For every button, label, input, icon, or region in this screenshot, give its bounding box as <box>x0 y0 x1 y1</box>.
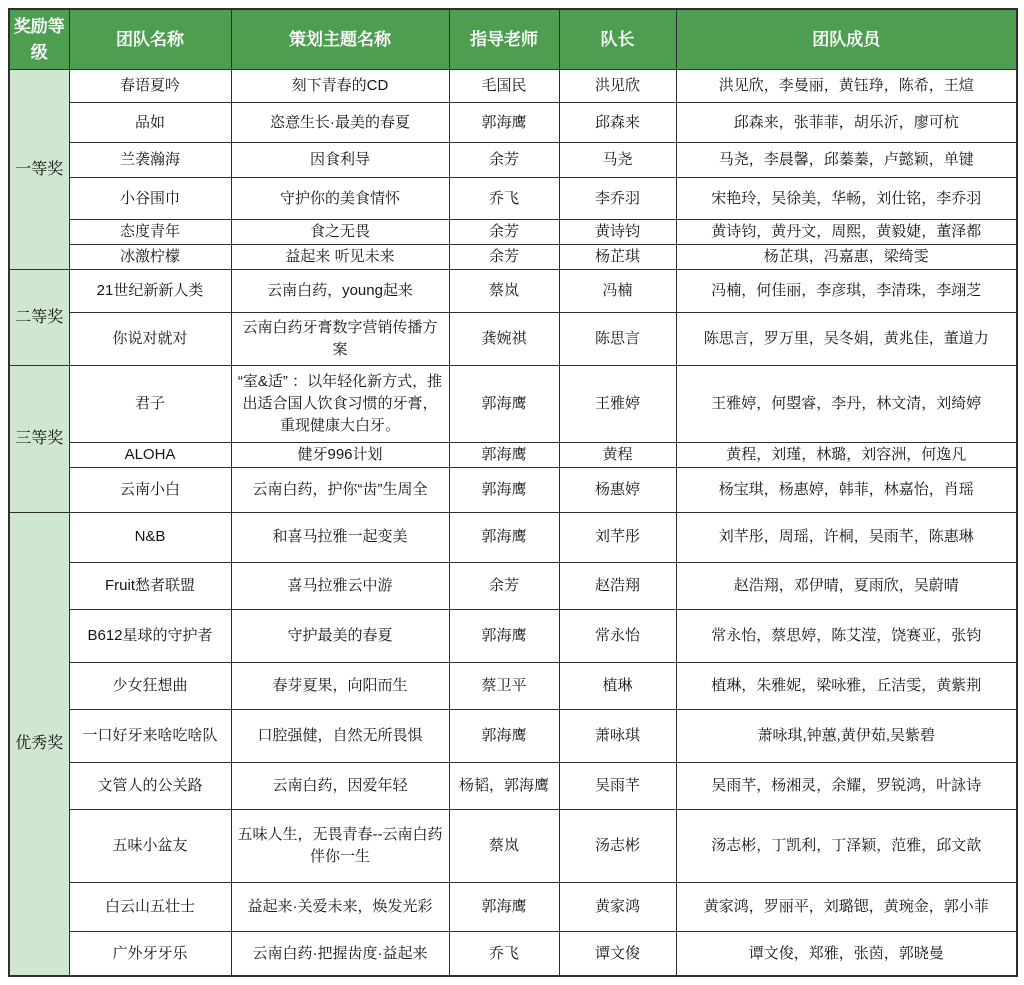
leader-cell: 赵浩翔 <box>559 562 676 609</box>
table-row <box>9 245 1017 270</box>
team-name-cell: 你说对就对 <box>69 313 231 366</box>
table-row <box>9 762 1017 809</box>
table-row <box>9 270 1017 313</box>
team-name-cell: Fruit愁者联盟 <box>69 562 231 609</box>
theme-cell: 守护你的美食情怀 <box>231 178 449 220</box>
theme-cell: 五味人生，无畏青春--云南白药伴你一生 <box>231 809 449 882</box>
members-cell: 杨芷琪，冯嘉惠，梁绮雯 <box>676 245 1017 270</box>
table-row <box>9 882 1017 931</box>
team-name-cell: 少女狂想曲 <box>69 662 231 709</box>
table-row <box>9 467 1017 512</box>
table-row <box>9 178 1017 220</box>
members-cell: 邱森来，张菲菲，胡乐沂，廖可杭 <box>676 103 1017 143</box>
teacher-cell: 郭海鹰 <box>449 366 559 443</box>
members-cell: 黄诗钧，黄丹文，周熙，黄毅婕，董泽都 <box>676 220 1017 245</box>
team-name-cell: 品如 <box>69 103 231 143</box>
leader-cell: 黄家鸿 <box>559 882 676 931</box>
award-level-cell: 优秀奖 <box>9 512 69 976</box>
leader-cell: 马尧 <box>559 143 676 178</box>
members-cell: 宋艳玲，吴徐美，华畅，刘仕铭，李乔羽 <box>676 178 1017 220</box>
leader-cell: 黄程 <box>559 443 676 468</box>
leader-cell: 邱森来 <box>559 103 676 143</box>
table-row <box>9 366 1017 443</box>
members-cell: 赵浩翔，邓伊晴，夏雨欣，吴蔚晴 <box>676 562 1017 609</box>
theme-cell: 益起来·关爱未来，焕发光彩 <box>231 882 449 931</box>
team-name-cell: 文管人的公关路 <box>69 762 231 809</box>
theme-cell: 和喜马拉雅一起变美 <box>231 512 449 562</box>
table-row <box>9 103 1017 143</box>
theme-cell: “室&适” ：以年轻化新方式，推出适合国人饮食习惯的牙膏，重现健康大白牙。 <box>231 366 449 443</box>
header-leader: 队长 <box>559 9 676 70</box>
teacher-cell: 郭海鹰 <box>449 709 559 762</box>
teacher-cell: 郭海鹰 <box>449 512 559 562</box>
leader-cell: 冯楠 <box>559 270 676 313</box>
teacher-cell: 余芳 <box>449 562 559 609</box>
header-team-name: 团队名称 <box>69 9 231 70</box>
members-cell: 冯楠，何佳丽，李彦琪，李清珠，李翊芝 <box>676 270 1017 313</box>
theme-cell: 守护最美的春夏 <box>231 609 449 662</box>
header-teacher: 指导老师 <box>449 9 559 70</box>
leader-cell: 陈思言 <box>559 313 676 366</box>
team-name-cell: 冰激柠檬 <box>69 245 231 270</box>
table-row <box>9 512 1017 562</box>
theme-cell: 健牙996计划 <box>231 443 449 468</box>
table-row <box>9 143 1017 178</box>
leader-cell: 植琳 <box>559 662 676 709</box>
teacher-cell: 乔飞 <box>449 931 559 976</box>
teacher-cell: 杨韬，郭海鹰 <box>449 762 559 809</box>
theme-cell: 恣意生长·最美的春夏 <box>231 103 449 143</box>
team-name-cell: 小谷围巾 <box>69 178 231 220</box>
teacher-cell: 乔飞 <box>449 178 559 220</box>
header-award-level: 奖励等级 <box>9 9 69 70</box>
team-name-cell: 白云山五壮士 <box>69 882 231 931</box>
team-name-cell: 广外牙牙乐 <box>69 931 231 976</box>
header-theme-name: 策划主题名称 <box>231 9 449 70</box>
theme-cell: 云南白药牙膏数字营销传播方案 <box>231 313 449 366</box>
table-row <box>9 562 1017 609</box>
award-level-cell: 三等奖 <box>9 366 69 513</box>
members-cell: 王雅婷，何曌睿，李丹，林文清，刘绮婷 <box>676 366 1017 443</box>
team-name-cell: 21世纪新新人类 <box>69 270 231 313</box>
theme-cell: 因食利导 <box>231 143 449 178</box>
leader-cell: 黄诗钧 <box>559 220 676 245</box>
teacher-cell: 郭海鹰 <box>449 467 559 512</box>
leader-cell: 李乔羽 <box>559 178 676 220</box>
table-row <box>9 609 1017 662</box>
team-name-cell: N&B <box>69 512 231 562</box>
teacher-cell: 龚婉祺 <box>449 313 559 366</box>
teacher-cell: 余芳 <box>449 245 559 270</box>
leader-cell: 洪见欣 <box>559 70 676 103</box>
theme-cell: 口腔强健，自然无所畏惧 <box>231 709 449 762</box>
team-name-cell: 兰袭瀚海 <box>69 143 231 178</box>
members-cell: 谭文俊，郑雅，张茵，郭晓曼 <box>676 931 1017 976</box>
members-cell: 植琳，朱雅妮，梁咏雅，丘洁雯，黄紫荆 <box>676 662 1017 709</box>
members-cell: 萧咏琪,钟蕙,黄伊茹,吴紫碧 <box>676 709 1017 762</box>
leader-cell: 王雅婷 <box>559 366 676 443</box>
teacher-cell: 余芳 <box>449 220 559 245</box>
team-name-cell: 春语夏吟 <box>69 70 231 103</box>
theme-cell: 喜马拉雅云中游 <box>231 562 449 609</box>
teacher-cell: 蔡岚 <box>449 809 559 882</box>
members-cell: 黄家鸿，罗丽平，刘璐锶，黄琬金，郭小菲 <box>676 882 1017 931</box>
table-row <box>9 313 1017 366</box>
members-cell: 洪见欣，李曼丽，黄钰琤，陈希，王煊 <box>676 70 1017 103</box>
members-cell: 常永怡，蔡思婷，陈艾滢，饶赛亚，张钧 <box>676 609 1017 662</box>
team-name-cell: 一口好牙来啥吃啥队 <box>69 709 231 762</box>
table-row <box>9 70 1017 103</box>
leader-cell: 萧咏琪 <box>559 709 676 762</box>
theme-cell: 云南白药·把握齿度·益起来 <box>231 931 449 976</box>
team-name-cell: 五味小盆友 <box>69 809 231 882</box>
members-cell: 吴雨芊，杨湘灵，余耀，罗锐鸿，叶詠诗 <box>676 762 1017 809</box>
header-row <box>9 9 1017 70</box>
team-name-cell: 君子 <box>69 366 231 443</box>
award-level-cell: 二等奖 <box>9 270 69 366</box>
table-row <box>9 809 1017 882</box>
team-name-cell: ALOHA <box>69 443 231 468</box>
theme-cell: 食之无畏 <box>231 220 449 245</box>
members-cell: 黄程，刘瑾，林璐，刘容洲，何逸凡 <box>676 443 1017 468</box>
teacher-cell: 郭海鹰 <box>449 609 559 662</box>
theme-cell: 春芽夏果，向阳而生 <box>231 662 449 709</box>
team-name-cell: 云南小白 <box>69 467 231 512</box>
theme-cell: 云南白药，因爱年轻 <box>231 762 449 809</box>
teacher-cell: 郭海鹰 <box>449 103 559 143</box>
table-row <box>9 220 1017 245</box>
leader-cell: 杨芷琪 <box>559 245 676 270</box>
table-row <box>9 662 1017 709</box>
theme-cell: 刻下青春的CD <box>231 70 449 103</box>
leader-cell: 杨惠婷 <box>559 467 676 512</box>
teacher-cell: 余芳 <box>449 143 559 178</box>
table-row <box>9 931 1017 976</box>
team-name-cell: B612星球的守护者 <box>69 609 231 662</box>
members-cell: 刘芊彤，周瑶，许桐，吴雨芊，陈惠琳 <box>676 512 1017 562</box>
members-cell: 陈思言，罗万里，吴冬娟，黄兆佳，董道力 <box>676 313 1017 366</box>
teacher-cell: 蔡卫平 <box>449 662 559 709</box>
theme-cell: 益起来 听见未来 <box>231 245 449 270</box>
members-cell: 汤志彬，丁凯利，丁泽颖，范雅，邱文歆 <box>676 809 1017 882</box>
leader-cell: 吴雨芊 <box>559 762 676 809</box>
awards-table <box>8 8 1018 977</box>
leader-cell: 常永怡 <box>559 609 676 662</box>
leader-cell: 汤志彬 <box>559 809 676 882</box>
teacher-cell: 郭海鹰 <box>449 443 559 468</box>
table-row <box>9 709 1017 762</box>
award-level-cell: 一等奖 <box>9 70 69 270</box>
members-cell: 杨宝琪，杨惠婷，韩菲，林嘉怡，肖瑶 <box>676 467 1017 512</box>
teacher-cell: 郭海鹰 <box>449 882 559 931</box>
members-cell: 马尧，李晨馨，邱蓁蓁，卢懿颖，单键 <box>676 143 1017 178</box>
theme-cell: 云南白药，护你“齿”生周全 <box>231 467 449 512</box>
teacher-cell: 毛国民 <box>449 70 559 103</box>
team-name-cell: 态度青年 <box>69 220 231 245</box>
leader-cell: 刘芊彤 <box>559 512 676 562</box>
teacher-cell: 蔡岚 <box>449 270 559 313</box>
leader-cell: 谭文俊 <box>559 931 676 976</box>
header-members: 团队成员 <box>676 9 1017 70</box>
theme-cell: 云南白药，young起来 <box>231 270 449 313</box>
table-row <box>9 443 1017 468</box>
